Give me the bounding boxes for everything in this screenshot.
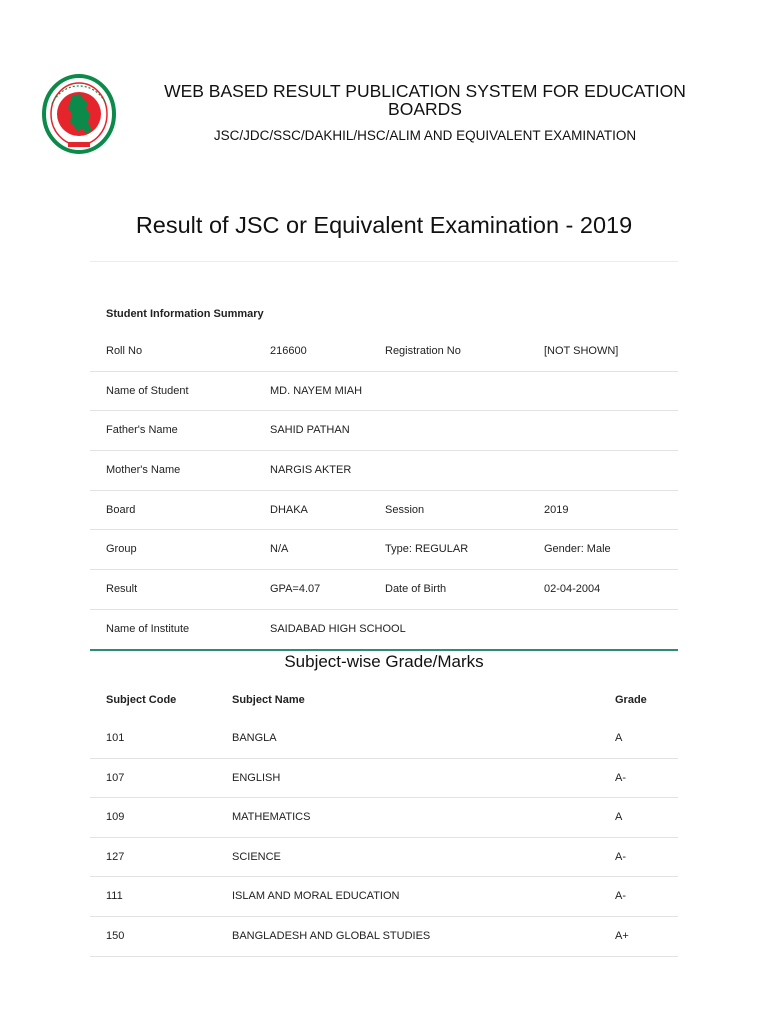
table-row	[90, 838, 678, 878]
table-row	[90, 719, 678, 759]
table-row	[90, 530, 678, 570]
page-title: Result of JSC or Equivalent Examination - 2019	[135, 212, 633, 238]
info-caption: Student Information Summary	[106, 308, 264, 320]
page-header	[0, 0, 768, 180]
student-info-table	[90, 296, 678, 651]
info-value: 2019	[544, 503, 569, 516]
subject-grade: A-	[615, 890, 626, 903]
info-label: Mother's Name	[106, 464, 181, 477]
subject-grade: A-	[615, 771, 626, 784]
subject-section-title: Subject-wise Grade/Marks	[284, 652, 484, 671]
grades-table	[90, 681, 678, 957]
subject-code: 107	[106, 771, 125, 784]
table-row	[90, 917, 678, 957]
info-value: 02-04-2004	[544, 583, 601, 596]
table-row	[90, 491, 678, 531]
subject-name: BANGLA	[232, 732, 277, 744]
table-row	[90, 759, 678, 799]
title-divider	[90, 261, 678, 262]
table-row	[90, 798, 678, 838]
subject-name: MATHEMATICS	[232, 811, 311, 824]
table-row	[90, 877, 678, 917]
table-row	[90, 411, 678, 451]
info-value: [NOT SHOWN]	[544, 345, 619, 357]
table-row	[90, 451, 678, 491]
info-label: Roll No	[106, 345, 143, 357]
info-label: Board	[106, 503, 136, 516]
info-value: N/A	[270, 543, 289, 556]
table-row	[90, 570, 678, 610]
info-label: Name of Institute	[106, 622, 190, 635]
subject-grade: A+	[615, 929, 629, 942]
table-row	[90, 332, 678, 372]
header-subject-name: Subject Name	[232, 694, 305, 706]
info-value: MD. NAYEM MIAH	[270, 384, 363, 397]
header-grade: Grade	[615, 694, 647, 706]
subject-code: 111	[106, 890, 123, 903]
subject-grade: A-	[615, 850, 626, 863]
info-value: NARGIS AKTER	[270, 464, 352, 477]
subject-code: 109	[106, 811, 125, 824]
info-value: DHAKA	[270, 503, 308, 516]
info-value: GPA=4.07	[270, 583, 321, 596]
subject-grade: A	[615, 732, 623, 744]
info-label: Session	[385, 503, 425, 516]
info-value: 216600	[270, 345, 307, 357]
info-label: Name of Student	[106, 384, 189, 397]
subject-name: ENGLISH	[232, 771, 281, 784]
info-label: Group	[106, 543, 137, 556]
info-label: Father's Name	[106, 424, 178, 437]
table-header-row	[90, 681, 678, 719]
subject-name: ISLAM AND MORAL EDUCATION	[232, 890, 400, 903]
info-label: Registration No	[385, 345, 461, 357]
government-seal-logo	[42, 74, 116, 154]
info-value: SAHID PATHAN	[270, 424, 350, 437]
info-value: SAIDABAD HIGH SCHOOL	[270, 622, 406, 635]
subject-name: SCIENCE	[232, 850, 281, 863]
info-label: Date of Birth	[385, 583, 447, 596]
subject-name: BANGLADESH AND GLOBAL STUDIES	[232, 929, 431, 942]
exam-subtitle: JSC/JDC/SSC/DAKHIL/HSC/ALIM AND EQUIVALENT EXAMINATION	[213, 128, 637, 143]
subject-code: 150	[106, 929, 125, 942]
subject-grade: A	[615, 811, 623, 824]
table-row	[90, 610, 678, 651]
table-row	[90, 372, 678, 412]
system-title: WEB BASED RESULT PUBLICATION SYSTEM FOR EDUCATION BOARDS	[164, 81, 686, 119]
info-value: Gender: Male	[544, 543, 611, 556]
info-label: Result	[106, 583, 138, 596]
subject-code: 127	[106, 850, 125, 863]
info-label: Type: REGULAR	[385, 543, 469, 556]
subject-code: 101	[106, 732, 125, 744]
header-subject-code: Subject Code	[106, 694, 177, 706]
